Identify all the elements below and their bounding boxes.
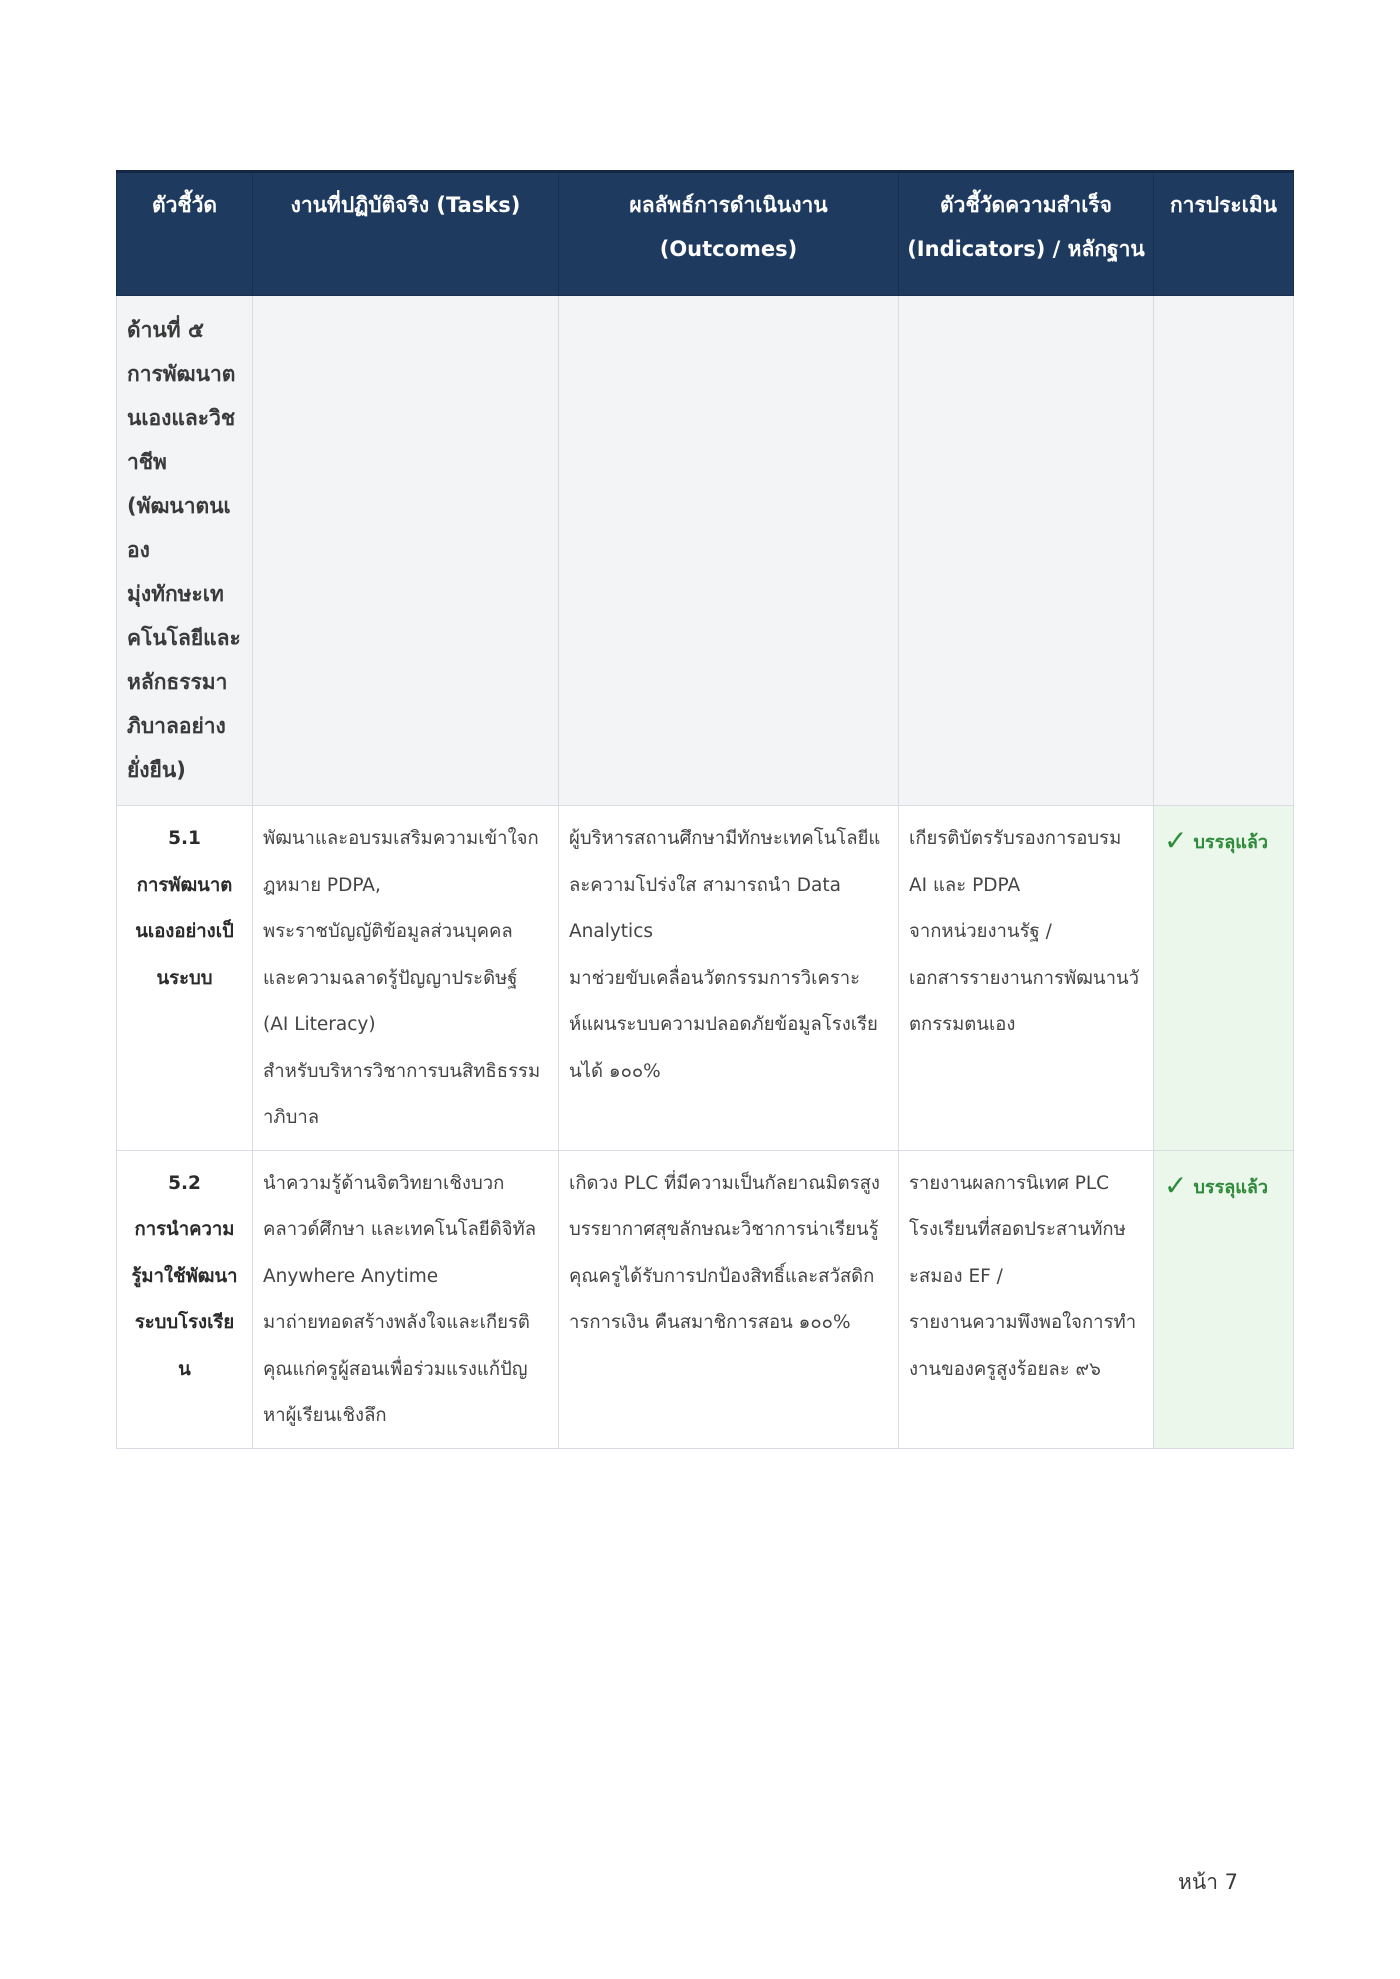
outcomes-line: บรรยากาศสุขลักษณะวิชาการน่าเรียนรู้ — [569, 1219, 879, 1240]
header-evidence — [899, 172, 1154, 296]
section-row — [117, 296, 1294, 806]
evidence-line: เกียรติบัตรรับรองการอบรม — [909, 828, 1122, 849]
tasks-line: พัฒนาและอบรมเสริมความเข้าใจก — [263, 828, 539, 849]
section-title-line: คโนโลยีและ — [127, 626, 241, 650]
tasks-line: (AI Literacy) — [263, 1014, 376, 1035]
tasks-line: และความฉลาดรู้ปัญญาประดิษฐ์ — [263, 967, 518, 989]
header-tasks — [253, 172, 559, 296]
evidence-line: รายงานความพึงพอใจการทำ — [909, 1312, 1137, 1333]
outcomes-line: มาช่วยขับเคลื่อนวัตกรรมการวิเคราะ — [569, 967, 861, 989]
page-number: หน้า 7 — [1178, 1870, 1239, 1894]
section-title-line: ภิบาลอย่าง — [127, 714, 226, 738]
indicator-line: การพัฒนาต — [136, 874, 233, 896]
tasks-line: คลาวด์ศึกษา และเทคโนโลยีดิจิทัล — [263, 1219, 537, 1240]
section-empty-cell — [1154, 296, 1294, 806]
table-header-row — [117, 172, 1294, 296]
header-outcomes — [559, 172, 899, 296]
outcomes-line: เกิดวง PLC ที่มีความเป็นกัลยาณมิตรสูง — [569, 1172, 880, 1194]
indicator-line: 5.1 — [168, 828, 201, 849]
header-line: ผลลัพธ์การดำเนินงาน — [629, 193, 828, 217]
check-icon: ✓ — [1164, 1168, 1188, 1202]
outcomes-cell — [559, 1150, 899, 1448]
section-title-line: หลักธรรมา — [127, 670, 228, 694]
evidence-cell — [899, 1150, 1154, 1448]
section-title-line: (พัฒนาตนเ — [127, 494, 231, 518]
status-badge: บรรลุแล้ว — [1193, 1176, 1268, 1198]
tasks-line: คุณแก่ครูผู้สอนเพื่อร่วมแรงแก้ปัญ — [263, 1358, 528, 1380]
outcomes-line: Analytics — [569, 921, 654, 942]
header-line: ตัวชี้วัดความสำเร็จ — [940, 193, 1112, 217]
evaluation-table — [116, 170, 1294, 1449]
tasks-line: Anywhere Anytime — [263, 1265, 439, 1287]
check-icon: ✓ — [1164, 824, 1188, 857]
section-title-line: ยั่งยืน) — [127, 758, 186, 782]
evidence-line: โรงเรียนที่สอดประสานทักษ — [909, 1219, 1126, 1240]
section-title-line: นเองและวิช — [127, 406, 236, 430]
indicator-line: การนำความ — [134, 1219, 235, 1240]
tasks-line: ฎหมาย PDPA, — [263, 874, 381, 896]
tasks-line: มาถ่ายทอดสร้างพลังใจและเกียรติ — [263, 1312, 530, 1333]
indicator-line: ระบบโรงเรีย — [134, 1312, 235, 1333]
tasks-line: าภิบาล — [263, 1107, 320, 1128]
evidence-cell — [899, 806, 1154, 1151]
section-title-line: ด้านที่ ๕ — [127, 318, 204, 342]
section-title-line: การพัฒนาต — [127, 362, 236, 386]
header-line: (Indicators) / หลักฐาน — [907, 237, 1145, 261]
status-badge: บรรลุแล้ว — [1193, 832, 1268, 853]
outcomes-line: นได้ ๑๐๐% — [569, 1060, 661, 1082]
evidence-line: ตกรรมตนเอง — [909, 1014, 1016, 1035]
header-line: (Outcomes) — [659, 237, 798, 261]
outcomes-line: ผู้บริหารสถานศึกษามีทักษะเทคโนโลยีแ — [569, 828, 881, 849]
indicator-cell — [117, 1150, 253, 1448]
tasks-line: หาผู้เรียนเชิงลึก — [263, 1405, 387, 1426]
evidence-line: รายงานผลการนิเทศ PLC — [909, 1172, 1110, 1194]
outcomes-cell — [559, 806, 899, 1151]
tasks-line: นำความรู้ด้านจิตวิทยาเชิงบวก — [263, 1172, 505, 1194]
tasks-cell — [253, 806, 559, 1151]
section-empty-cell — [253, 296, 559, 806]
section-empty-cell — [899, 296, 1154, 806]
tasks-line: พระราชบัญญัติข้อมูลส่วนบุคคล — [263, 921, 513, 942]
header-indicator — [117, 172, 253, 296]
header-line: ตัวชี้วัด — [151, 193, 218, 217]
indicator-line: นเองอย่างเป็ — [135, 921, 234, 942]
section-title-line: าชีพ — [127, 450, 167, 474]
indicator-line: รู้มาใช้พัฒนา — [131, 1265, 238, 1287]
outcomes-line: ละความโปร่งใส สามารถนำ Data — [569, 874, 841, 896]
indicator-cell — [117, 806, 253, 1151]
tasks-cell — [253, 1150, 559, 1448]
evidence-line: จากหน่วยงานรัฐ / — [909, 921, 1052, 942]
status-cell — [1154, 806, 1294, 1151]
section-title-line: มุ่งทักษะเท — [127, 582, 224, 606]
outcomes-line: คุณครูได้รับการปกป้องสิทธิ์และสวัสดิก — [569, 1265, 875, 1287]
outcomes-line: ารการเงิน คืนสมาชิการสอน ๑๐๐% — [569, 1312, 851, 1333]
header-line: การประเมิน — [1169, 193, 1278, 217]
evidence-line: งานของครูสูงร้อยละ ๙๖ — [909, 1358, 1101, 1380]
table-row-5-1 — [117, 806, 1294, 1151]
header-assessment — [1154, 172, 1294, 296]
outcomes-line: ห์แผนระบบความปลอดภัยข้อมูลโรงเรีย — [569, 1014, 878, 1035]
section-empty-cell — [559, 296, 899, 806]
tasks-line: สำหรับบริหารวิชาการบนสิทธิธรรม — [263, 1060, 541, 1082]
section-title — [117, 296, 253, 806]
indicator-line: น — [178, 1358, 191, 1380]
header-line: งานที่ปฏิบัติจริง (Tasks) — [290, 193, 521, 217]
section-title-line: อง — [127, 538, 150, 562]
table-row-5-2 — [117, 1150, 1294, 1448]
status-cell — [1154, 1150, 1294, 1448]
indicator-line: 5.2 — [168, 1172, 201, 1194]
evidence-line: ะสมอง EF / — [909, 1265, 1003, 1287]
evidence-line: เอกสารรายงานการพัฒนานวั — [909, 967, 1139, 989]
evidence-line: AI และ PDPA — [909, 874, 1021, 896]
indicator-line: นระบบ — [156, 967, 213, 989]
